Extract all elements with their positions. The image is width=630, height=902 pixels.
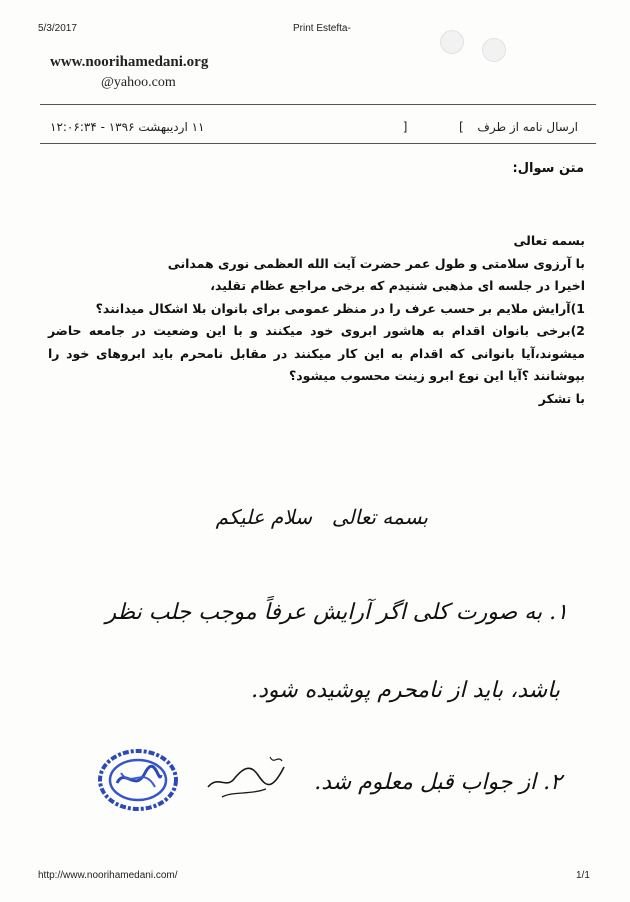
answer-line-2: باشد، باید از نامحرم پوشیده شود. xyxy=(251,678,560,703)
handwritten-signature xyxy=(200,745,295,805)
answer-heading-left: سلام علیکم xyxy=(215,505,312,529)
email-address: @yahoo.com xyxy=(101,75,176,90)
question-line: اخیرا در جلسه ای مذهبی شنیدم که برخی مراجع عظام تقلید، xyxy=(210,278,585,293)
answer-line-3: ۲. از جواب قبل معلوم شد. xyxy=(314,770,562,795)
print-title: Print Estefta- xyxy=(293,23,351,34)
punch-hole xyxy=(440,30,464,54)
answer-heading-right: بسمه تعالی xyxy=(331,505,428,529)
website-name: www.noorihamedani.org xyxy=(50,54,209,70)
divider xyxy=(40,143,596,144)
question-body xyxy=(48,230,585,410)
bracket-close: ] xyxy=(459,120,464,134)
sender-field xyxy=(403,120,578,134)
question-line: با آرزوی سلامتی و طول عمر حضرت آیت الله العظمی نوری همدانی xyxy=(167,255,585,271)
bracket-open: [ xyxy=(402,120,408,134)
question-line: بسمه تعالی xyxy=(513,233,585,248)
page-number: 1/1 xyxy=(576,870,590,881)
answer-line-1: ۱. به صورت کلی اگر آرایش عرفاً موجب جلب نظر xyxy=(105,600,568,625)
question-line: با تشکر xyxy=(538,390,585,406)
footer-url: http://www.noorihamedani.com/ xyxy=(38,870,178,881)
official-seal xyxy=(95,745,181,815)
punch-hole xyxy=(482,38,506,62)
question-label: متن سوال: xyxy=(512,161,584,176)
print-date: 5/3/2017 xyxy=(38,23,77,34)
divider xyxy=(40,104,596,105)
question-line: 1)آرایش ملایم بر حسب عرف را در منظر عمومی برای بانوان بلا اشکال میدانند؟ xyxy=(95,300,585,316)
submission-datetime: ۱۱ اردیبهشت ۱۳۹۶ - ۱۲:۰۶:۳۴ xyxy=(50,120,205,134)
sender-label: ارسال نامه از طرف xyxy=(477,120,578,134)
question-line: 2)برخی بانوان اقدام به هاشور ابروی خود میکنند و با این وضعیت در جامعه حاضر میشوند،آیا بانوانی که اقدام به این کار میکنند در مقابل نامحرم باید ابروهای خود را بپوشانند ؟آیا این نوع ابرو زینت محسوب میشود؟ xyxy=(48,323,585,383)
